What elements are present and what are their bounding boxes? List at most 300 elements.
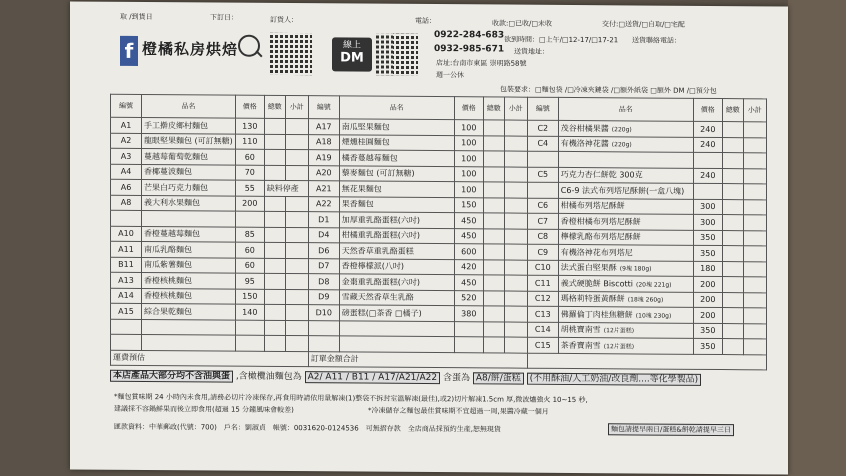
qty-cell[interactable]: [483, 166, 504, 182]
item-code: C15: [527, 337, 558, 353]
header-qty-0: 總數: [264, 95, 285, 118]
item-name: 橘香蔓越莓麵包: [339, 150, 454, 166]
item-code: B11: [111, 257, 142, 273]
subtotal-cell[interactable]: [285, 165, 308, 181]
item-name-text: 茂谷柑橘果醬: [560, 123, 609, 134]
storage-note: *麵包賞味期 24 小時內未食用,請務必切片冷凍保存,再食用時請依用量解凍(1)整袋不拆封室溫解凍(最佳),或2)切片解凍1.5cm 厚,微波爐強火 10~15 秒,: [114, 392, 588, 405]
item-name: 芒果白巧克力麵包: [142, 179, 236, 195]
item-code: A6: [111, 179, 142, 195]
closed-day: 週一公休: [436, 71, 464, 80]
item-price: 200: [693, 276, 722, 292]
item-name: [558, 322, 693, 338]
header-qty-1: 總數: [483, 97, 504, 120]
qty-cell[interactable]: [483, 259, 504, 275]
item-spec: (20塊 221g): [636, 281, 672, 289]
item-code: D7: [308, 258, 339, 274]
item-price: 150: [235, 289, 264, 305]
item-spec: (12片蛋糕): [603, 342, 635, 351]
item-code: D4: [308, 227, 339, 243]
header-price-2: 價格: [693, 98, 722, 121]
packaging-options: 包裝要求：□麵包袋 /□冷凍夾鏈袋 /□額外紙袋 □額外 DM /□預分包: [500, 85, 717, 96]
subtotal-cell[interactable]: [743, 199, 766, 215]
bank-info: 匯款資料：中華郵政(代號：700) 戶名：劉淑貞 帳號：0031620-0124536 可無摺存款 全店商品採預約生產,恕無現貨: [114, 422, 501, 434]
qty-cell[interactable]: [264, 289, 285, 305]
item-price: 350: [693, 245, 722, 261]
item-price: 420: [454, 259, 483, 275]
pickup-time: 欲到時間：□上午/□12-17/□17-21: [504, 35, 619, 45]
header-code-2: 編號: [527, 97, 558, 120]
qty-cell[interactable]: 缺料停產: [264, 180, 308, 196]
qty-cell[interactable]: [722, 261, 743, 277]
item-name-text: 義式硬脆餅 Biscotti: [560, 278, 634, 289]
item-name: 藜麥麵包 (可訂無糖): [339, 165, 454, 181]
item-code: D9: [308, 289, 339, 305]
dm-label: DM: [340, 50, 364, 66]
item-code: A13: [111, 272, 142, 288]
item-code: C8: [527, 229, 558, 245]
payment-status: 收款:□已收/□未收: [492, 19, 552, 28]
header-price-1: 價格: [454, 97, 483, 120]
item-code: A22: [308, 196, 339, 212]
header-subtotal-1: 小計: [504, 97, 527, 120]
order-form-paper: [70, 1, 788, 474]
empty-cell: [339, 320, 454, 336]
order-total[interactable]: 訂單金額合計: [308, 351, 527, 368]
qr-code-icon: [270, 33, 312, 75]
item-price: 450: [454, 275, 483, 291]
item-name: 果香麵包: [339, 196, 454, 212]
header-name-0: 品名: [142, 94, 236, 118]
menu-table: [110, 94, 767, 371]
item-name-text: 有機洛神花布列塔尼: [560, 247, 633, 258]
qty-cell[interactable]: [722, 246, 743, 262]
subtotal-cell[interactable]: [743, 230, 766, 246]
item-spec: (220g): [611, 126, 632, 134]
subtotal-cell[interactable]: [743, 215, 766, 231]
item-name: 雪藏天然香草生乳酪: [339, 289, 454, 305]
item-code: [527, 151, 558, 167]
header-subtotal-2: 小計: [743, 99, 766, 122]
preorder-notice: 麵包請提早兩日/蛋糕&餅乾請提早三日: [608, 423, 734, 436]
item-price: 100: [454, 120, 483, 136]
qty-cell[interactable]: [264, 196, 285, 212]
item-name-text: 檸檬乳酪布列塔尼酥餅: [560, 232, 641, 242]
magnifier-icon: [238, 35, 260, 57]
subtotal-cell[interactable]: [504, 136, 527, 152]
subtotal-cell[interactable]: [743, 277, 766, 293]
item-name: 香橙核桃麵包: [142, 272, 236, 288]
subtotal-cell[interactable]: [504, 275, 527, 291]
subtotal-cell[interactable]: [743, 339, 766, 355]
item-name: 煙燻桂圓麵包: [339, 134, 454, 150]
subtotal-cell[interactable]: [504, 120, 527, 136]
item-price: 130: [235, 118, 264, 134]
qty-cell[interactable]: [722, 308, 743, 324]
item-name: [558, 291, 693, 307]
item-price: 240: [693, 121, 722, 137]
qty-cell[interactable]: [722, 122, 743, 138]
subtotal-cell[interactable]: [504, 306, 527, 322]
subtotal-cell[interactable]: [285, 118, 308, 134]
header-subtotal-0: 小計: [285, 95, 308, 118]
subtotal-cell[interactable]: [285, 196, 308, 212]
item-name: [558, 229, 693, 245]
item-name: [558, 306, 693, 322]
header-code-0: 編號: [111, 94, 142, 117]
empty-cell: [285, 335, 308, 351]
qty-cell[interactable]: [264, 118, 285, 134]
qty-cell[interactable]: [722, 339, 743, 355]
subtotal-cell[interactable]: [743, 137, 766, 153]
qr-code-dm-icon: [376, 34, 418, 76]
subtotal-cell[interactable]: [285, 227, 308, 243]
item-name-text: 法式蛋白堅果酥: [560, 263, 617, 273]
item-price: [235, 211, 264, 227]
online-label: 線上: [342, 40, 361, 51]
subtotal-cell[interactable]: [504, 198, 527, 214]
item-code: C12: [527, 291, 558, 307]
item-price: [693, 152, 722, 168]
subtotal-cell[interactable]: [285, 304, 308, 320]
delivery-address-label: 送貨地址：: [514, 47, 549, 56]
qty-cell[interactable]: [722, 153, 743, 169]
qty-cell[interactable]: [483, 120, 504, 136]
item-price: 95: [235, 273, 264, 289]
item-code: A1: [111, 117, 142, 133]
subtotal-cell[interactable]: [743, 122, 766, 138]
shop-phone-1: 0922-284-683: [434, 30, 505, 41]
item-name: 磅蛋糕(□茶香 □橘子): [339, 305, 454, 321]
item-price: 520: [454, 290, 483, 306]
item-price: 100: [454, 182, 483, 198]
item-price: 200: [693, 307, 722, 323]
item-price: [693, 183, 722, 199]
subtotal-cell[interactable]: [743, 246, 766, 262]
shop-phone-2: 0932-985-671: [434, 44, 505, 55]
item-name-text: 柑橘布列塔尼酥餅: [560, 201, 625, 211]
item-price: 450: [454, 228, 483, 244]
item-price: 300: [693, 214, 722, 230]
item-price: 140: [235, 304, 264, 320]
item-name-text: 香橙柑橘布列塔尼酥餅: [560, 216, 641, 227]
qty-cell[interactable]: [722, 292, 743, 308]
empty-cell: [504, 322, 527, 338]
item-name: [558, 120, 693, 136]
item-code: C5: [527, 167, 558, 183]
item-code: A15: [111, 303, 142, 319]
item-code: C10: [527, 260, 558, 276]
subtotal-cell[interactable]: [743, 261, 766, 277]
item-name: 義大利水果麵包: [142, 195, 236, 211]
qty-cell[interactable]: [483, 151, 504, 167]
empty-cell: [142, 334, 236, 350]
ingredient-notice: [110, 368, 788, 386]
item-price: 150: [454, 197, 483, 213]
online-dm-badge: [332, 37, 372, 71]
item-name: 蔓越莓葡萄乾麵包: [142, 148, 236, 164]
facebook-icon: f: [120, 36, 138, 66]
item-price: 350: [693, 230, 722, 246]
item-code: C2: [527, 120, 558, 136]
orderer-label: 訂貨人：: [270, 15, 298, 25]
item-name-text: 瑪格莉特蛋黃酥餅: [560, 294, 625, 304]
frozen-note: *冷凍儲存之麵包最佳賞味期不宜超過一周,果醬冷藏一個月: [368, 406, 549, 416]
empty-cell: [264, 320, 285, 336]
item-name: 香橙檸檬派(八吋): [339, 258, 454, 274]
qty-cell[interactable]: [483, 213, 504, 229]
item-price: 350: [693, 338, 722, 354]
subtotal-cell[interactable]: [504, 229, 527, 245]
subtotal-cell[interactable]: [285, 258, 308, 274]
qty-cell[interactable]: [722, 215, 743, 231]
qty-cell[interactable]: [722, 137, 743, 153]
qty-cell[interactable]: [483, 275, 504, 291]
subtotal-cell[interactable]: [285, 273, 308, 289]
item-name-text: 有機洛神花醬: [560, 139, 609, 149]
item-name: 金棗重乳酪蛋糕(六吋): [339, 274, 454, 290]
item-spec: (18塊 260g): [627, 296, 664, 304]
item-name: [558, 182, 693, 198]
shop-address: 店址:台南市東區 崇明路58號: [436, 59, 527, 68]
empty-cell: [483, 337, 504, 353]
item-price: 200: [693, 292, 722, 308]
item-code: A11: [111, 241, 142, 257]
item-name-text: 巧克力杏仁餅乾 300克: [560, 170, 643, 180]
item-price: 240: [693, 137, 722, 153]
item-code: A17: [308, 119, 339, 135]
item-code: C4: [527, 136, 558, 152]
item-name: 手工擀皮鄉村麵包: [142, 117, 236, 133]
qty-cell[interactable]: [722, 230, 743, 246]
item-price: 60: [235, 149, 264, 165]
subtotal-cell[interactable]: [743, 153, 766, 169]
item-code: A19: [308, 150, 339, 166]
item-name: 無花果麵包: [339, 181, 454, 197]
empty-cell: [235, 320, 264, 336]
egg-intro: 含蛋為: [442, 373, 470, 384]
empty-cell: [142, 319, 236, 335]
item-name: 龍眼堅果麵包 (可訂無糖): [142, 133, 236, 149]
item-spec: (220g): [611, 141, 632, 149]
qty-cell[interactable]: [483, 197, 504, 213]
item-price: 450: [454, 213, 483, 229]
item-code: C6: [527, 198, 558, 214]
item-name: [558, 167, 693, 183]
empty-cell: [483, 321, 504, 337]
subtotal-cell[interactable]: [743, 184, 766, 200]
olive-oil-intro: ,含橄欖油麵包為: [235, 371, 302, 383]
brand-logo: [120, 30, 260, 75]
qty-cell[interactable]: [264, 304, 285, 320]
qty-cell[interactable]: [722, 277, 743, 293]
qty-cell[interactable]: [483, 135, 504, 151]
total-empty: [527, 353, 766, 370]
item-code: A20: [308, 165, 339, 181]
item-price: 110: [235, 134, 264, 150]
subtotal-cell[interactable]: [504, 182, 527, 198]
qty-cell[interactable]: [264, 149, 285, 165]
qty-cell[interactable]: [722, 199, 743, 215]
item-price: 100: [454, 135, 483, 151]
item-name: [558, 260, 693, 276]
item-name: 南瓜乳酪麵包: [142, 241, 236, 257]
item-name: [558, 136, 693, 152]
subtotal-cell[interactable]: [743, 323, 766, 339]
qty-cell[interactable]: [264, 273, 285, 289]
item-name: 香椰蔓波麵包: [142, 164, 236, 180]
item-name: [558, 151, 693, 167]
empty-cell: [504, 337, 527, 353]
item-name: 南瓜紫薯麵包: [142, 257, 236, 273]
no-chemicals-notice: (不用酥油/人工奶油/改良劑....等化學製品): [527, 373, 702, 386]
item-code: [111, 210, 142, 226]
empty-cell: [235, 335, 264, 351]
subtotal-cell[interactable]: [504, 151, 527, 167]
olive-oil-items: A2/ A11 / B11 / A17/A21/A22: [305, 371, 440, 384]
qty-cell[interactable]: [264, 258, 285, 274]
item-price: 85: [235, 227, 264, 243]
item-spec: (9塊 180g): [619, 265, 652, 273]
item-spec: (12片蛋糕): [603, 327, 635, 335]
item-code: C11: [527, 275, 558, 291]
item-code: A8: [111, 195, 142, 211]
item-price: 60: [235, 242, 264, 258]
item-name-text: 佛羅倫丁肉桂焦糖餅: [560, 309, 633, 320]
item-name: [558, 198, 693, 214]
item-price: 200: [235, 196, 264, 212]
qty-cell[interactable]: [264, 165, 285, 181]
qty-cell[interactable]: [483, 306, 504, 322]
item-name: [558, 244, 693, 260]
item-name: 加厚重乳酪蛋糕(六吋): [339, 212, 454, 228]
item-code: D10: [308, 305, 339, 321]
qty-cell[interactable]: [722, 323, 743, 339]
egg-items: A8/餅/蛋糕: [473, 372, 524, 384]
subtotal-cell[interactable]: [504, 260, 527, 276]
item-price: 100: [454, 166, 483, 182]
item-name-text: 胡桃寶南雪: [560, 325, 601, 335]
item-code: A4: [111, 164, 142, 180]
subtotal-cell[interactable]: [285, 211, 308, 227]
qty-cell[interactable]: [483, 228, 504, 244]
qty-cell[interactable]: [483, 290, 504, 306]
item-price: 600: [454, 244, 483, 260]
empty-cell: [111, 319, 142, 335]
subtotal-cell[interactable]: [285, 242, 308, 258]
item-code: C13: [527, 306, 558, 322]
pickup-date-label: 取 /到貨日: [120, 12, 153, 22]
item-code: A14: [111, 288, 142, 304]
item-code: A3: [111, 148, 142, 164]
header-code-1: 編號: [308, 96, 339, 119]
item-code: A10: [111, 226, 142, 242]
header-name-2: 品名: [558, 97, 693, 121]
subtotal-cell[interactable]: [285, 149, 308, 165]
item-name: 香橙核桃麵包: [142, 288, 236, 304]
item-spec: (10塊 230g): [635, 312, 672, 320]
empty-cell: [111, 334, 142, 350]
item-code: [527, 182, 558, 198]
shipping-estimate[interactable]: 運費預估: [111, 350, 309, 367]
item-price: 300: [693, 199, 722, 215]
subtotal-cell[interactable]: [504, 167, 527, 183]
empty-cell: [308, 320, 339, 336]
item-name: 柑橘重乳酪蛋糕(六吋): [339, 227, 454, 243]
item-price: 350: [693, 323, 722, 339]
header-qty-2: 總數: [722, 99, 743, 122]
item-price: 55: [235, 180, 264, 196]
empty-cell: [339, 336, 454, 352]
total-row: [111, 350, 767, 370]
item-code: D1: [308, 212, 339, 228]
empty-cell: [285, 320, 308, 336]
background-right: [788, 0, 846, 476]
item-code: C9: [527, 244, 558, 260]
qty-cell[interactable]: [483, 182, 504, 198]
item-price: 180: [693, 261, 722, 277]
item-name: 南瓜堅果麵包: [339, 119, 454, 135]
item-name: [558, 213, 693, 229]
item-price: 240: [693, 168, 722, 184]
header-name-1: 品名: [339, 96, 454, 120]
order-date-label: 下訂日：: [210, 13, 238, 22]
subtotal-cell[interactable]: [504, 213, 527, 229]
qty-cell[interactable]: [722, 168, 743, 184]
item-name: [558, 337, 693, 353]
subtotal-cell[interactable]: [743, 292, 766, 308]
empty-cell: [454, 337, 483, 353]
subtotal-cell[interactable]: [285, 134, 308, 150]
reheat-note: 建議採不容鍋鮮果而後立即食用(超過 15 分鐘風味會較差): [114, 404, 294, 415]
item-name-text: 茶香寶南雪: [560, 340, 601, 350]
empty-cell: [264, 335, 285, 351]
qty-cell[interactable]: [264, 242, 285, 258]
qty-cell[interactable]: [722, 184, 743, 200]
item-code: C14: [527, 322, 558, 338]
item-name-text: C6-9 法式布列塔尼酥餅(一盒八塊): [560, 185, 685, 196]
qty-cell[interactable]: [483, 244, 504, 260]
qty-cell[interactable]: [264, 134, 285, 150]
brand-name: 橙橘私房烘焙: [142, 39, 239, 59]
delivery-method: 交付:□送貨/□自取/□宅配: [602, 20, 685, 29]
item-price: 380: [454, 306, 483, 322]
subtotal-cell[interactable]: [504, 291, 527, 307]
subtotal-cell[interactable]: [743, 168, 766, 184]
subtotal-cell[interactable]: [743, 308, 766, 324]
item-name: 香橙蔓越莓麵包: [142, 226, 236, 242]
item-code: A21: [308, 181, 339, 197]
item-code: C7: [527, 213, 558, 229]
item-code: A2: [111, 133, 142, 149]
item-name: 綜合果乾麵包: [142, 303, 236, 319]
empty-cell: [308, 336, 339, 352]
delivery-phone-label: 送貨聯絡電話：: [632, 36, 681, 45]
item-name: [142, 210, 236, 226]
item-name: 天然香草重乳酪蛋糕: [339, 243, 454, 259]
subtotal-cell[interactable]: [504, 244, 527, 260]
header-price-0: 價格: [235, 95, 264, 118]
item-name: [558, 275, 693, 291]
item-price: 70: [235, 165, 264, 181]
qty-cell[interactable]: [264, 227, 285, 243]
item-price: 100: [454, 151, 483, 167]
qty-cell[interactable]: [264, 211, 285, 227]
item-code: A18: [308, 134, 339, 150]
phone-label: 電話：: [415, 16, 436, 26]
subtotal-cell[interactable]: [285, 289, 308, 305]
no-oil-egg-notice: 本店產品大部分均不含油與蛋: [110, 370, 233, 383]
item-code: D8: [308, 274, 339, 290]
